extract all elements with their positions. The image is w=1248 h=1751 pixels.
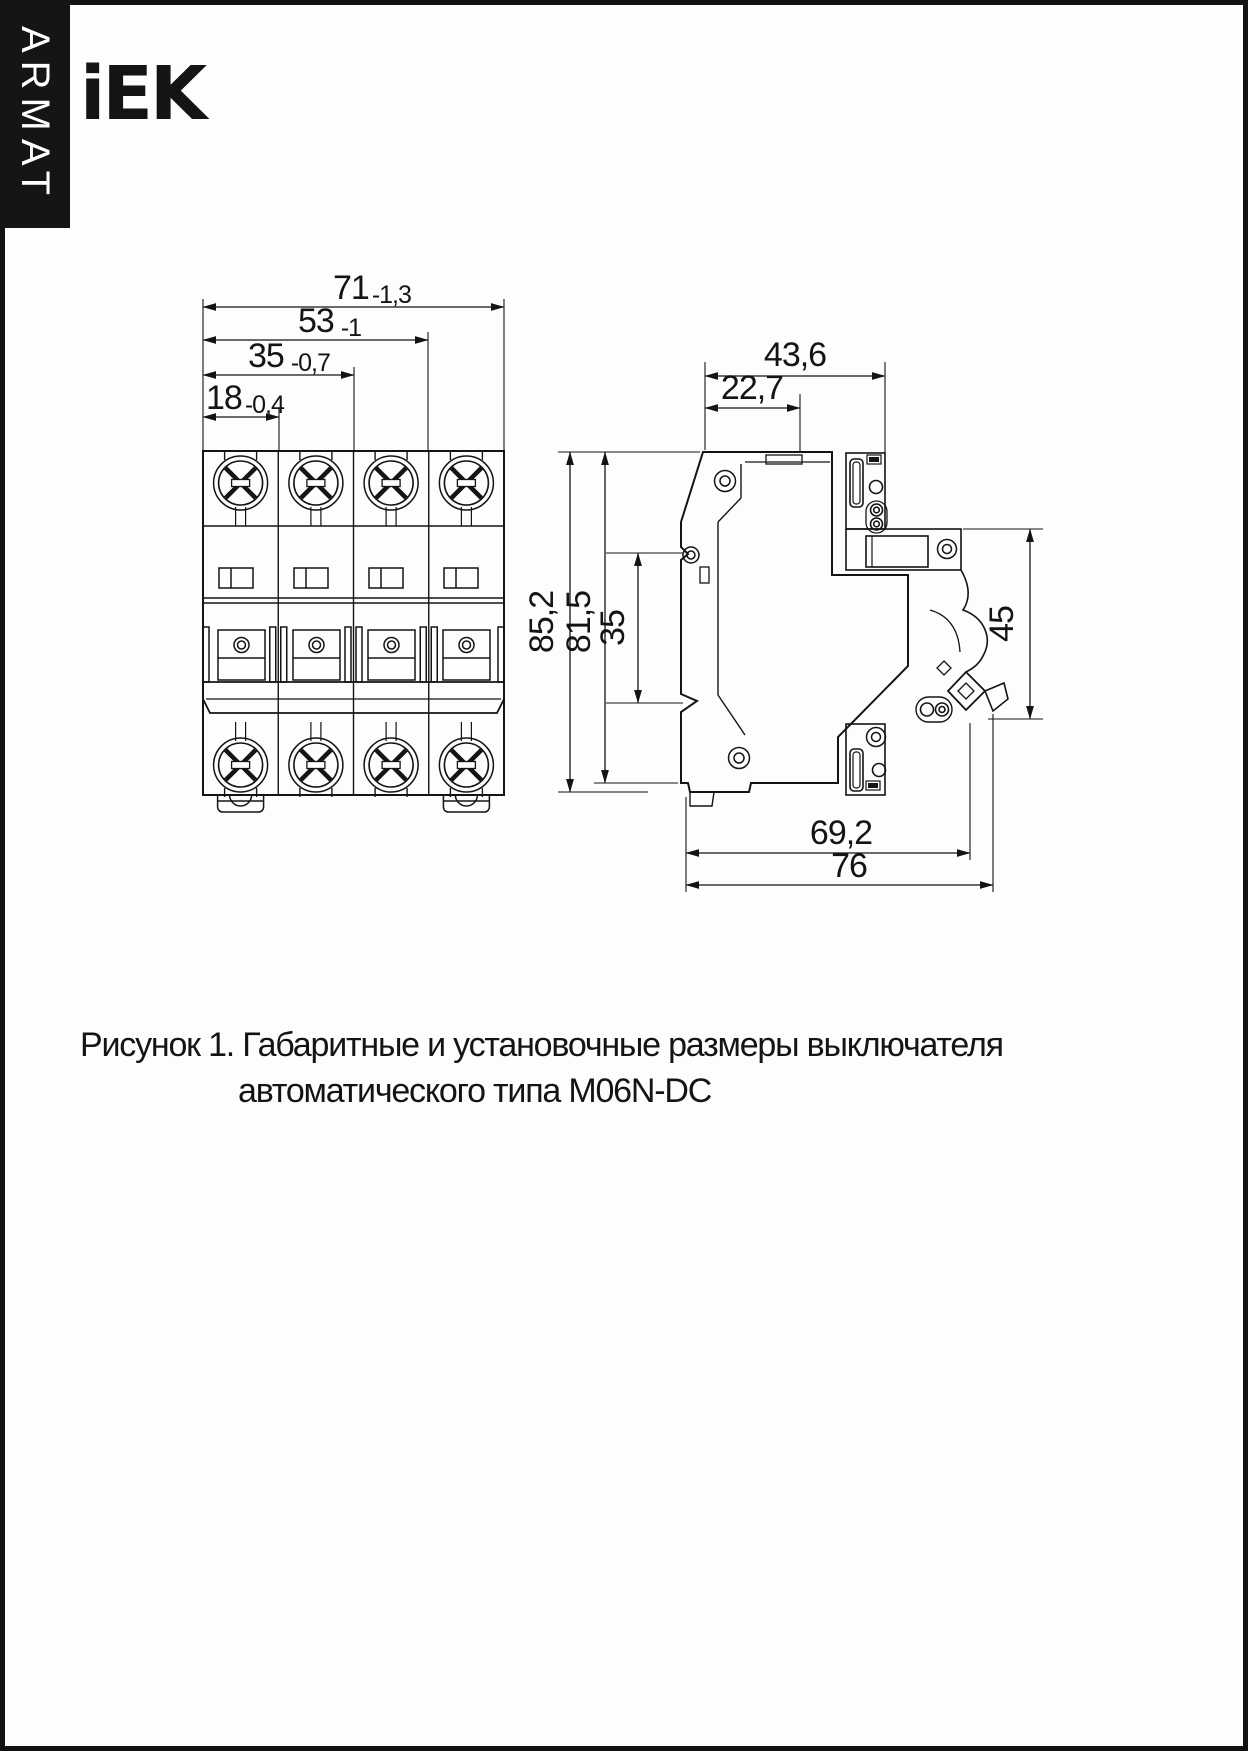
- side-label-plate: [846, 529, 961, 570]
- screw-icon: [364, 722, 418, 797]
- front-din-feet: [218, 795, 490, 812]
- side-latch-mechanism: [916, 570, 1008, 722]
- screw-icon: [214, 722, 268, 797]
- dim-85-2-label: 85,2: [523, 590, 561, 654]
- dim-53-label: 53 -1: [298, 302, 362, 342]
- front-mid-tabs: [219, 568, 478, 588]
- armat-brand-text: ARMAT: [13, 25, 58, 203]
- dim-71-label: 71 -1,3: [333, 269, 411, 309]
- side-dimension-labels: [523, 336, 1021, 885]
- screw-icon: [289, 722, 343, 797]
- front-view-body: [203, 451, 504, 795]
- dim-69-2-label: 69,2: [809, 814, 873, 852]
- dim-45-label: 45: [983, 606, 1021, 642]
- screw-icon: [289, 451, 343, 526]
- dim-18-label: 18 -0,4: [206, 379, 284, 419]
- side-upper-block: [846, 453, 887, 533]
- front-view: [203, 269, 504, 812]
- dim-43-6-label: 43,6: [763, 336, 827, 374]
- screw-icon: [439, 451, 493, 526]
- side-view: [523, 336, 1043, 892]
- screw-icon: [439, 722, 493, 797]
- dim-22-7-label: 22,7: [720, 369, 784, 407]
- iek-logo: iEK: [80, 51, 205, 137]
- screw-icon: [214, 451, 268, 526]
- dim-81-5-label: 81,5: [560, 590, 598, 654]
- figure-caption-line2: автоматического типа M06N-DC: [238, 1072, 712, 1110]
- dim-35-label: 35 -0,7: [248, 337, 330, 377]
- dim-69-2: [686, 723, 970, 892]
- figure-caption-line1: Рисунок 1. Габаритные и установочные размеры выключателя: [80, 1026, 1003, 1064]
- screw-icon: [364, 451, 418, 526]
- dim-76-label: 76: [831, 847, 867, 885]
- front-dimension-labels: [206, 269, 411, 419]
- dim-35-side-label: 35: [594, 610, 632, 646]
